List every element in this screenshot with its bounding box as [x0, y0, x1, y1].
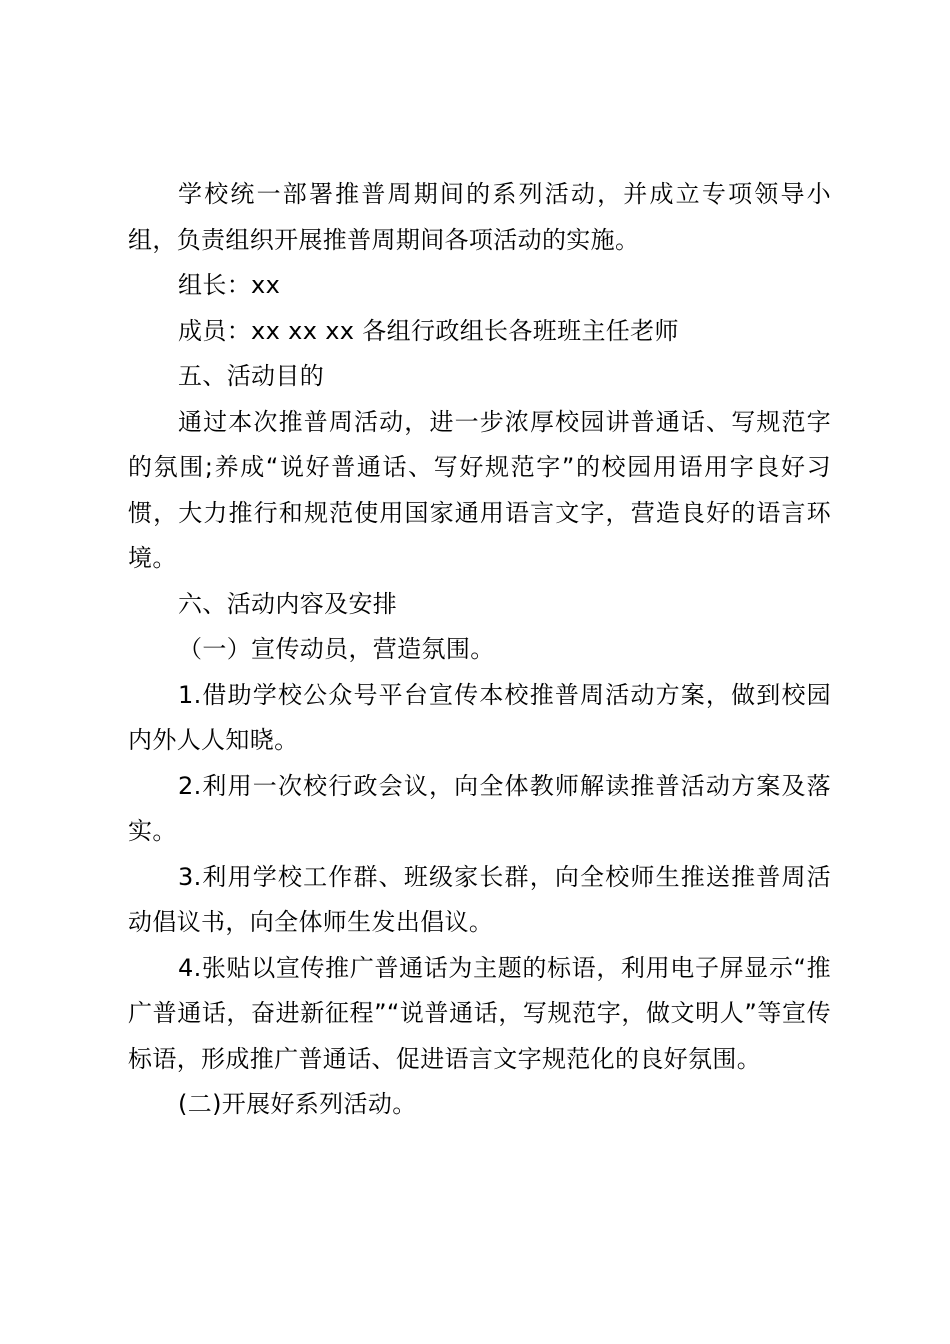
section-heading-content: 六、活动内容及安排: [178, 589, 398, 618]
paragraph-purpose: 通过本次推普周活动，进一步浓厚校园讲普通话、写规范字的氛围;养成“说好普通话、写好规范字”的校园用语用字良好习惯，大力推行和规范使用国家通用语言文字，营造良好的语言环境。: [128, 407, 831, 572]
paragraph-group-leader: 组长：xx: [178, 271, 281, 299]
section-heading-purpose: 五、活动目的: [178, 362, 325, 390]
subsection-heading-activities: (二)开展好系列活动。: [178, 1090, 417, 1118]
document-body: [128, 172, 831, 1128]
list-item-4: 4.张贴以宣传推广普通话为主题的标语，利用电子屏显示“推广普通话，奋进新征程”“说普通话，写规范字，做文明人”等宣传标语，形成推广普通话、促进语言文字规范化的良好氛围。: [128, 953, 831, 1073]
paragraph-leadership-intro: 学校统一部署推普周期间的系列活动，并成立专项领导小组，负责组织开展推普周期间各项活动的实施。: [128, 180, 831, 254]
list-item-2: 2.利用一次校行政会议，向全体教师解读推普活动方案及落实。: [128, 771, 831, 845]
list-item-1: 1.借助学校公众号平台宣传本校推普周活动方案，做到校园内外人人知晓。: [128, 680, 831, 754]
paragraph-group-members: 成员：xx xx xx 各组行政组长各班班主任老师: [178, 316, 679, 345]
list-item-3: 3.利用学校工作群、班级家长群，向全校师生推送推普周活动倡议书，向全体师生发出倡议。: [128, 862, 831, 936]
subsection-heading-publicity: （一）宣传动员，营造氛围。: [178, 635, 495, 663]
